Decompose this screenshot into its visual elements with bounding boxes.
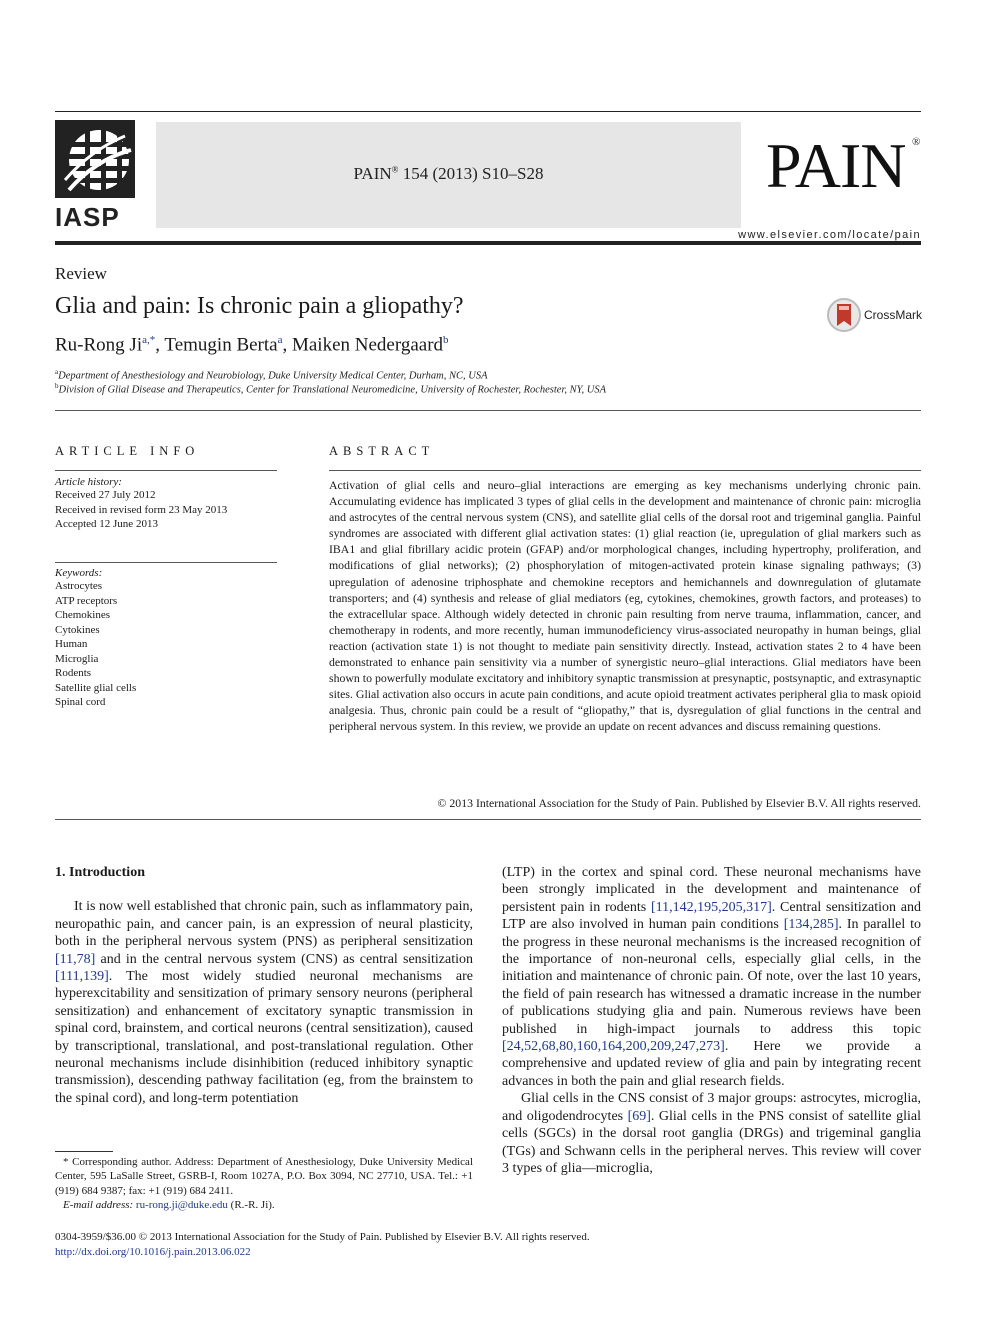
iasp-logo [55,120,135,232]
abstract-copyright: © 2013 International Association for the Study of Pain. Published by Elsevier B.V. All rights reserved. [437,796,921,810]
journal-citation-box [156,122,741,228]
history-label: Article history: [55,476,122,488]
citation-link[interactable]: [24,52,68,80,160,164,200,209,247,273] [502,1039,725,1055]
keyword-item: Astrocytes [55,580,103,592]
keyword-item: Microglia [55,652,99,665]
affiliation-rule [55,410,921,411]
keyword-item: Spinal cord [55,696,106,708]
author-list: Ru-Rong $Ji^{a,*}$, Temugin Berta$^a$, Maiken Nedergaard$^b$ [55,334,449,356]
affiliation-b: $^b$Division of Glial Disease and Therapeutics, Center for Translational Neuromedicine, University of Rochester, Rochester, NY, USA [55,382,607,396]
crossmark-label: CrossMark [864,308,923,322]
body-paragraph: It is now well established that chronic pain, such as inflammatory pain, neuropathic pain, and cancer pain, is an expression of neural plasticity, both in the peripheral nervous system (PNS) as peripheral sensitization [11,78] and in the central nervous system (CNS) as central sensitization [111,139]. The most widely studied neuronal mechanisms are hyperexcitability and sensitization of primary sensory neurons (peripheral sensitization) and enhancement of excitatory synaptic transmission in spinal cord, brainstem, and cortical neurons (central sensitization), caused by transcriptional, translational, and post-translational regulation. Other neuronal mechanisms include disinhibition (reduced inhibitory synaptic transmission), descending pathway facilitation (eg, from the brainstem to the spinal cord), and long-term potentiation [55,899,473,1106]
citation-link[interactable]: [134,285] [783,917,839,933]
article-info-heading: ARTICLE INFO [55,444,200,458]
author-name[interactable]: Temugin Berta [164,334,278,356]
keyword-item: Chemokines [55,609,110,621]
header-thick-rule [55,241,921,245]
article-info-rule [55,470,277,471]
body-paragraph: Glial cells in the CNS consist of 3 major groups: astrocytes, microglia, and oligodendrocytes [69]. Glial cells in the PNS consist of satellite glial cells (SGCs) in the dorsal root ganglia (DRGs) and trigeminal ganglia (TGs) and Schwann cells in the peripheral nerves. This review will cover 3 types of glia—microglia, [502,1091,922,1176]
keyword-item: ATP receptors [55,594,118,607]
keyword-item: Rodents [55,667,92,679]
footnote-rule [55,1151,113,1152]
crossmark-icon [826,297,862,333]
citation-link[interactable]: [69] [627,1108,651,1124]
abstract-text: Activation of glial cells and neuro–glial interactions are emerging as key mechanisms underlying chronic pain. Accumulating evidence has implicated 3 types of glial cells in the development and maintenance of chronic pain: microglia and astrocytes of the central nervous system (CNS), and satellite glial cells of the dorsal root and trigeminal ganglia. Painful syndromes are associated with different glial activation states: (1) glial reaction (ie, upregulation of glial markers such as IBA1 and glial fibrillary acidic protein (GFAP) and/or morphological changes, including hypertrophy, proliferation, and modifications of glial networks); (2) phosphorylation of mitogen-activated protein kinase signaling pathways; (3) upregulation of adenosine triphosphate and chemokine receptors and hemichannels and downregulation of glutamate transporters; and (4) synthesis and release of glial mediators (eg, cytokines, chemokines, growth factors, and proteases) to the extracellular space. Although widely detected in chronic pain resulting from nerve trauma, inflammation, cancer, and chemotherapy in rodents, and more recently, human immunodeficiency virus-associated neuropathy in human beings, glial reaction (activation state 1) is not thought to mediate pain sensitivity directly. Instead, activation states 2 to 4 have been demonstrated to enhance pain sensitivity via a number of synergistic neuro–glial interactions. Glial mediators have been shown to powerfully modulate excitatory and inhibitory synaptic transmission at presynaptic, postsynaptic, and extrasynaptic sites. Glial activation also occurs in acute pain conditions, and acute opioid treatment activates peripheral glia to mask opioid analgesia. Thus, chronic pain could be a result of “gliopathy,” that is, dysregulation of glial functions in the central and peripheral nervous system. In this review, we provide an update on recent advances and discuss remaining questions. [329,478,921,734]
section-heading: 1. Introduction [55,865,145,880]
citation-link[interactable]: [11,78] [55,951,96,967]
history-item: Accepted 12 June 2013 [55,518,158,530]
corresponding-author-footnote: * Corresponding author. Address: Department of Anesthesiology, Duke University Medical Center, 595 LaSalle Street, GSRB-I, Room 1027A, P.O. Box 3094, NC 27710, USA. Tel.: +1 (919) 684 9387; fax: +1 (919) 684 2411. E-mail address: ru-rong.ji@duke.edu (R.-R. Ji). [55,1156,473,1211]
keyword-item: Satellite glial cells [55,681,137,694]
doi-link[interactable]: http://dx.doi.org/10.1016/j.pain.2013.06.022 [55,1245,251,1258]
pain-logo-registered: ® [912,136,921,148]
keywords-rule [55,562,277,563]
header-top-rule [55,111,921,112]
iasp-logo-text: IASP [55,202,120,232]
abstract-bottom-rule [55,819,921,820]
author-name[interactable]: Maiken Nedergaard [291,334,444,356]
journal-citation: PAIN® 154 (2013) S10–S28 [353,164,544,183]
keyword-item: Cytokines [55,623,100,636]
citation-link[interactable]: [111,139] [55,969,109,985]
crossmark-button[interactable] [826,297,926,333]
article-history [55,476,277,532]
affiliation-a: $^a$Department of Anesthesiology and Neurobiology, Duke University Medical Center, Durham, NC, USA [55,368,488,382]
history-item: Received 27 July 2012 [55,489,156,501]
citation-link[interactable]: [11,142,195,205,317] [650,899,772,915]
journal-url[interactable]: www.elsevier.com/locate/pain [738,229,921,241]
body-paragraph: (LTP) in the cortex and spinal cord. These neuronal mechanisms have been strongly implicated in the development and maintenance of persistent pain in rodents [11,142,195,205,317]. Central sensitization and LTP are also involved in human pain conditions [134,285]. In parallel to the progress in these neuronal mechanisms is the increased recognition of the importance of non-neuronal cells, especially glial cells, in the initiation and maintenance of chronic pain. Of note, over the last 10 years, the field of pain research has witnessed a dramatic increase in the number of publications studying glia and pain. Numerous reviews have been published in high-impact journals to address this topic [24,52,68,80,160,164,200,209,247,273]. Here we provide a comprehensive and updated review of glia and pain by integrating recent advances in both the pain and glial research fields. [502,865,921,1089]
pain-journal-logo: PAIN [766,130,906,201]
history-item: Received in revised form 23 May 2013 [55,503,228,516]
author-affil-mark[interactable]: a,* [142,334,156,346]
issn-line: 0304-3959/$36.00 © 2013 International Association for the Study of Pain. Published by Elsevier B.V. All rights reserved. [55,1231,590,1243]
author-affil-mark[interactable]: a [277,334,283,346]
abstract-heading: ABSTRACT [329,444,435,458]
body-right-column [502,864,921,1177]
page-footer [55,1230,590,1259]
author-affil-mark[interactable]: b [443,334,449,346]
author-name[interactable]: Ru-Rong Ji [55,334,143,356]
article-title: Glia and pain: Is chronic pain a gliopathy? [55,293,464,319]
author-email-link[interactable]: ru-rong.ji@duke.edu [135,1198,228,1211]
keywords-label: Keywords: [55,567,103,579]
body-left-column [55,864,473,1107]
keyword-item: Human [55,638,88,650]
keywords-list [55,567,277,710]
article-type: Review [55,264,107,283]
abstract-rule [329,470,921,471]
